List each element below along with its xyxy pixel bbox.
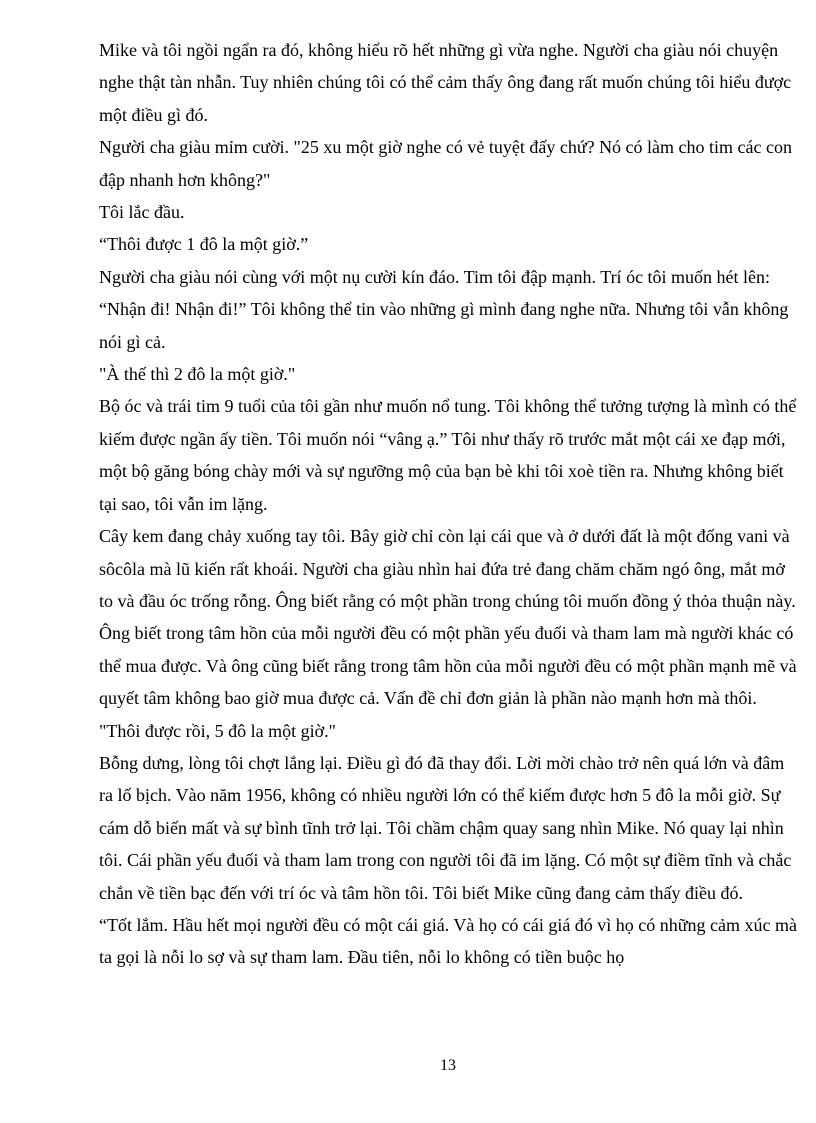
paragraph-4: “Thôi được 1 đô la một giờ.” xyxy=(99,234,309,255)
paragraph-9: "Thôi được rồi, 5 đô la một giờ." xyxy=(99,720,336,741)
body-text xyxy=(99,34,801,974)
paragraph-1: Mike và tôi ngồi ngẩn ra đó, không hiểu rõ hết những gì vừa nghe. Người cha giàu nói chuyện nghe thật tàn nhẫn. Tuy nhiên chúng tôi có thể cảm thấy ông đang rất muốn chúng tôi hiểu được một điều gì đó. xyxy=(99,40,792,125)
page-number: 13 xyxy=(440,1057,456,1074)
paragraph-2: Người cha giàu mỉm cười. "25 xu một giờ nghe có vẻ tuyệt đấy chứ? Nó có làm cho tim các con đập nhanh hơn không?" xyxy=(99,137,792,190)
paragraph-5: Người cha giàu nói cùng với một nụ cười kín đáo. Tim tôi đập mạnh. Trí óc tôi muốn hét lên: “Nhận đi! Nhận đi!” Tôi không thể tin vào những gì mình đang nghe nữa. Nhưng tôi vẫn không nói gì cả. xyxy=(99,266,789,352)
paragraph-7: Bộ óc và trái tim 9 tuổi của tôi gần như muốn nổ tung. Tôi không thể tưởng tượng là mình có thể kiếm được ngần ấy tiền. Tôi muốn nói “vâng ạ.” Tôi như thấy rõ trước mắt một cái xe đạp mới, một bộ găng bóng chày mới và sự ngưỡng mộ của bạn bè khi tôi xoè tiền ra. Nhưng không biết tại sao, tôi vẫn im lặng. xyxy=(99,396,797,514)
paragraph-10: Bỗng dưng, lòng tôi chợt lắng lại. Điều gì đó đã thay đổi. Lời mời chào trở nên quá lớn và đâm ra lố bịch. Vào năm 1956, không có nhiều người lớn có thể kiếm được hơn 5 đô la mỗi giờ. Sự cám dỗ biến mất và sự bình tĩnh trở lại. Tôi chầm chậm quay sang nhìn Mike. Nó quay lại nhìn tôi. Cái phần yếu đuối và tham lam trong con người tôi đã im lặng. Có một sự điềm tĩnh và chắc chắn về tiền bạc đến với trí óc và tâm hồn tôi. Tôi biết Mike cũng đang cảm thấy điều đó. xyxy=(99,752,792,903)
paragraph-3: Tôi lắc đầu. xyxy=(99,202,185,223)
paragraph-11: “Tốt lắm. Hầu hết mọi người đều có một cái giá. Và họ có cái giá đó vì họ có những cảm xúc mà ta gọi là nỗi lo sợ và sự tham lam. Đầu tiên, nỗi lo không có tiền buộc họ xyxy=(99,914,798,968)
paragraph-6: "À thế thì 2 đô la một giờ." xyxy=(99,364,296,385)
paragraph-8: Cây kem đang chảy xuống tay tôi. Bây giờ chỉ còn lại cái que và ở dưới đất là một đống vani và sôcôla mà lũ kiến rất khoái. Người cha giàu nhìn hai đứa trẻ đang chăm chăm ngó ông, mắt mở to và đầu óc trống rỗng. Ông biết rằng có một phần trong chúng tôi muốn đồng ý thỏa thuận này. Ông biết trong tâm hồn của mỗi người đều có một phần yếu đuối và tham lam mà người khác có thể mua được. Và ông cũng biết rằng trong tâm hồn của mỗi người đều có một phần mạnh mẽ và quyết tâm không bao giờ mua được cả. Vấn đề chỉ đơn giản là phần nào mạnh hơn mà thôi. xyxy=(99,526,797,709)
